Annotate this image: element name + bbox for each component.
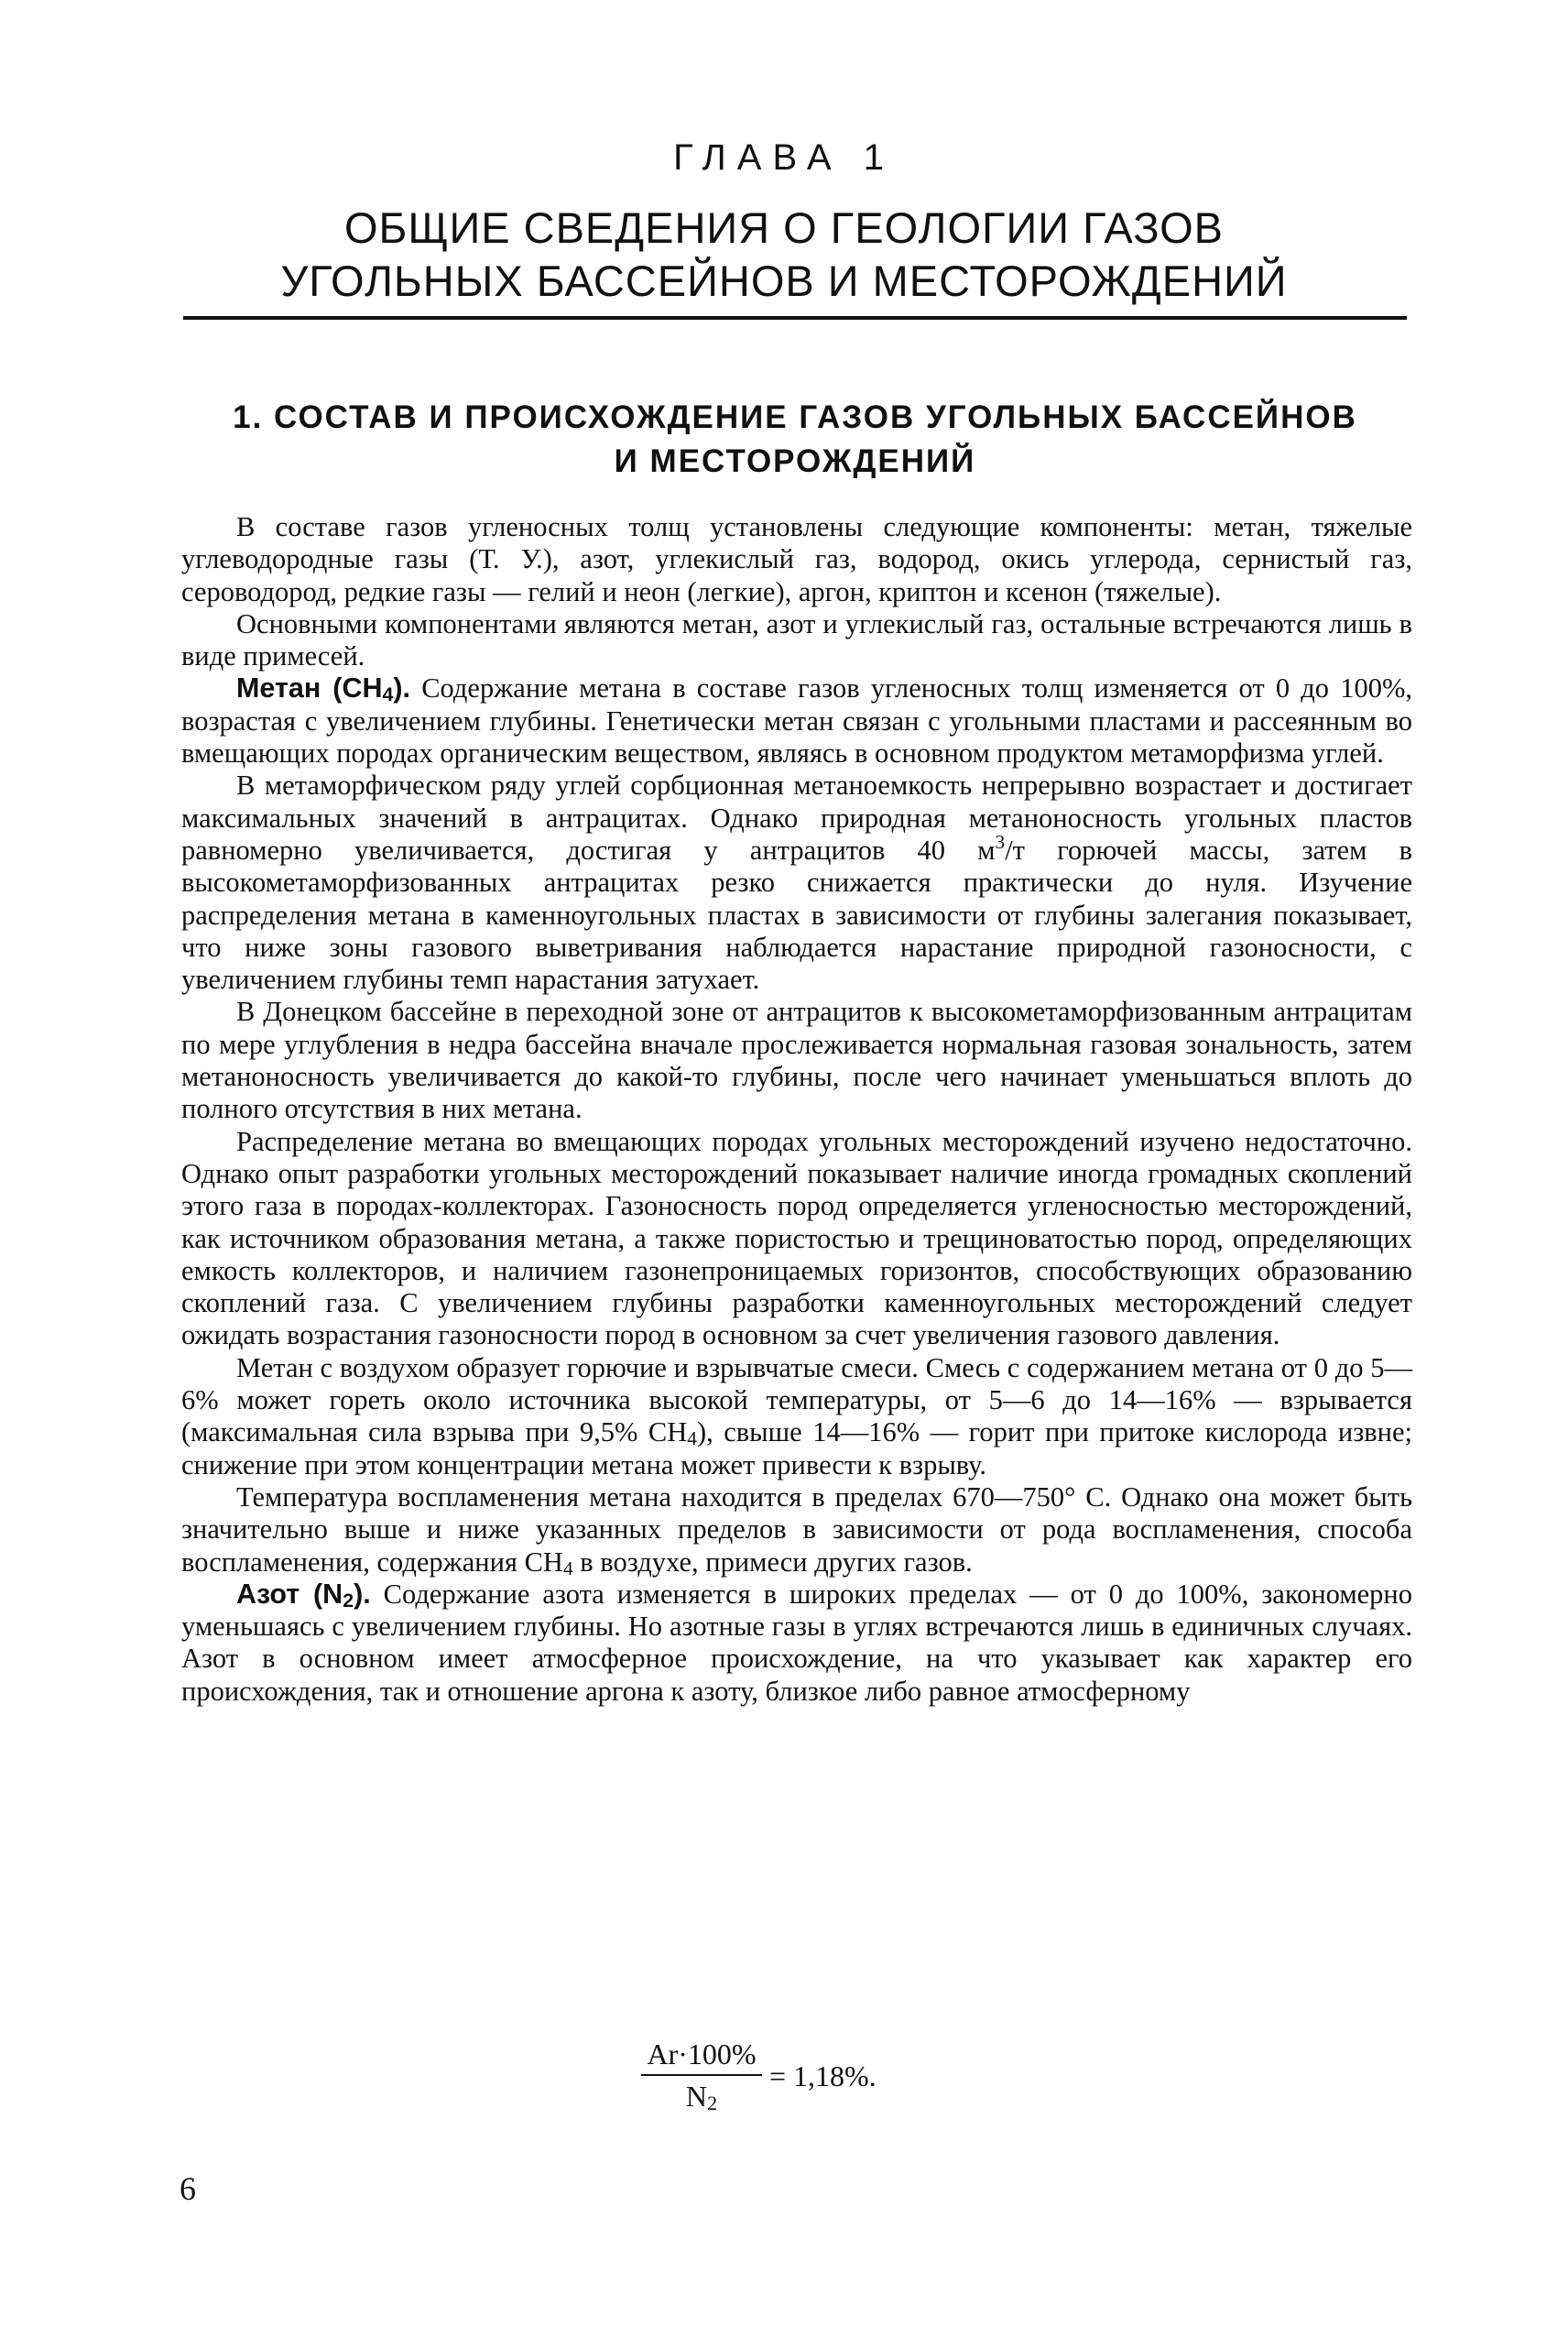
argon-nitrogen-formula bbox=[641, 2036, 1099, 2127]
formula-fraction bbox=[641, 2036, 762, 2114]
chapter-label: ГЛАВА 1 bbox=[673, 137, 895, 178]
chapter-divider bbox=[183, 316, 1407, 320]
paragraph-nitrogen: Азот $(N_2)$. Содержание азота изменяется в широких пределах — от 0 до 100%, закономерно уменьшаясь с увеличением глубины. Но азотные газы в углях встречаются лишь в единичных случаях. Азот в основном имеет атмосферное происхождение, на что указывает как характер его происхождения, так и отношение аргона к азоту, близкое либо равное атмосферному bbox=[181, 1578, 1412, 1707]
paragraph-components: В составе газов угленосных толщ установлены следующие компоненты: метан, тяжелые углеводородные газы (Т. У.), азот, углекислый газ, водород, окись углерода, сернистый газ, сероводород, редкие газы — гелий и неон (легкие), аргон, криптон и ксенон (тяжелые). bbox=[181, 511, 1412, 607]
section-heading-line-2: И МЕСТОРОЖДЕНИЙ bbox=[614, 443, 976, 479]
paragraph-explosive-mixtures: Метан с воздухом образует горючие и взрывчатые смеси. Смесь с содержанием метана от 0 до 5—6% может гореть около источника высокой температуры, от 5—6 до 14—16% — взрывается (максимальная сила взрыва при 9,5% $CH_4$), свыше 14—16% — горит при притоке кислорода извне; снижение при этом концентрации метана может привести к взрыву. bbox=[181, 1351, 1412, 1480]
chapter-title-line-1: ОБЩИЕ СВЕДЕНИЯ О ГЕОЛОГИИ ГАЗОВ bbox=[343, 203, 1224, 252]
methane-heading: Метан $(CH_4)$. bbox=[236, 672, 411, 706]
formula-denominator: $N_2$ bbox=[685, 2080, 718, 2114]
paragraph-donetsk-basin: В Донецком бассейне в переходной зоне от антрацитов к высокометаморфизованным антрацитам по мере углубления в недра бассейна вначале прослеживается нормальная газовая зональность, затем метаноносность увеличивается до какой-то глубины, после чего начинает уменьшаться вплоть до полного отсутствия в них метана. bbox=[181, 996, 1412, 1125]
paragraph-ignition-temperature: Температура воспламенения метана находится в пределах 670—750° С. Однако она может быть значительно выше и ниже указанных пределов в зависимости от рода воспламенения, способа воспламенения, содержания $CH_4$ в воздухе, примеси других газов. bbox=[181, 1480, 1412, 1579]
paragraph-host-rocks: Распределение метана во вмещающих породах угольных месторождений изучено недостаточно. Однако опыт разработки угольных месторождений показывает наличие иногда громадных скоплений этого газа в породах-коллекторах. Газоносность пород определяется угленосностью месторождений, как источником образования метана, а также пористостью и трещиноватостью пород, определяющих емкость коллекторов, и наличием газонепроницаемых горизонтов, способствующих образованию скоплений газа. С увеличением глубины разработки каменноугольных месторождений следует ожидать возрастания газоносности пород в основном за счет увеличения газового давления. bbox=[181, 1125, 1412, 1351]
fraction-bar bbox=[641, 2074, 762, 2076]
section-heading bbox=[183, 396, 1407, 484]
paragraph-metamorphic-series: В метаморфическом ряду углей сорбционная метаноемкость непрерывно возрастает и достигает максимальных значений в антрацитах. Однако природная метаноносность угольных пластов равномерно увеличивается, достигая у антрацитов 40 $м^3/т$ горючей массы, затем в высокометаморфизованных антрацитах резко снижается практически до нуля. Изучение распределения метана в каменноугольных пластах в зависимости от глубины залегания показывает, что ниже зоны газового выветривания наблюдается нарастание природной газоносности, с увеличением глубины темп нарастания затухает. bbox=[181, 770, 1412, 996]
paragraph-main-components: Основными компонентами являются метан, азот и углекислый газ, остальные встречаются лишь в виде примесей. bbox=[181, 607, 1412, 672]
body-text bbox=[181, 511, 1412, 1708]
chapter-title bbox=[147, 202, 1421, 308]
section-heading-line-1: 1. СОСТАВ И ПРОИСХОЖДЕНИЕ ГАЗОВ УГОЛЬНЫХ БАССЕЙНОВ bbox=[233, 399, 1357, 435]
paragraph-methane: Метан $(CH_4)$. Содержание метана в составе газов угленосных толщ изменяется от 0 до 100%, возрастая с увеличением глубины. Генетически метан связан с угольными пластами и рассеянным во вмещающих породах органическим веществом, являясь в основном продуктом метаморфизма углей. bbox=[181, 672, 1412, 770]
formula-result: = 1,18%. bbox=[769, 2059, 877, 2092]
chapter-title-line-2: УГОЛЬНЫХ БАССЕЙНОВ И МЕСТОРОЖДЕНИЙ bbox=[280, 257, 1288, 305]
page-number: 6 bbox=[180, 2170, 196, 2207]
formula-numerator: Ar·100% bbox=[647, 2037, 757, 2070]
nitrogen-heading: Азот $(N_2)$. bbox=[236, 1578, 371, 1611]
